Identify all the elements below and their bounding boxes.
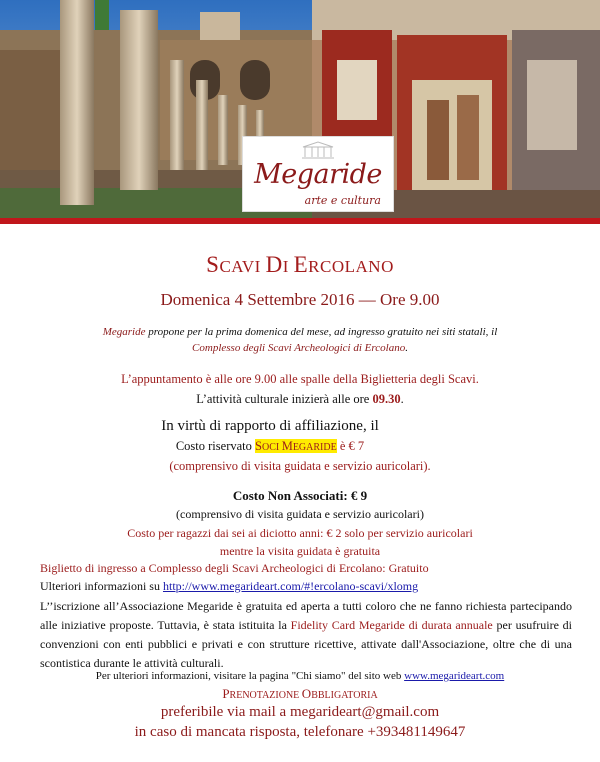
header-banner bbox=[0, 0, 600, 218]
temple-icon bbox=[301, 141, 335, 159]
member-cost-line: Costo riservato SOCI MEGARIDE è € 7 bbox=[175, 439, 365, 453]
start-time-line: L’attività culturale inizierà alle ore 09.30. bbox=[196, 392, 404, 406]
member-cost-note: (comprensivo di visita guidata e servizio auricolari). bbox=[169, 459, 431, 473]
youth-guide-line: mentre la visita guidata è gratuita bbox=[219, 544, 381, 558]
ticket-line: Biglietto di ingresso a Complesso degli Scavi Archeologici di Ercolano: Gratuito bbox=[40, 561, 429, 575]
intro-line-1: Megaride propone per la prima domenica del mese, ad ingresso gratuito nei siti statali, il bbox=[102, 326, 498, 338]
youth-cost-line: Costo per ragazzi dai sei ai diciotto anni: € 2 solo per servizio auricolari bbox=[127, 526, 473, 540]
membership-paragraph: L’’iscrizione all’Associazione Megaride è gratuita ed aperta a tutti coloro che ne fanno richiesta partecipando alle iniziative proposte. Tuttavia, è stata istituita la Fidelity Card Megaride di durata annuale per usufruire di convenzioni con enti pubblici e privati e con strutture ricettive, attivate dall'Associazione, oltre che di una scontistica durante le attività culturali. bbox=[40, 599, 572, 670]
non-member-heading: Costo Non Associati: € 9 bbox=[232, 488, 368, 503]
divider bbox=[0, 218, 600, 224]
page-title: SCAVI DI ERCOLANO bbox=[206, 252, 394, 277]
logo-tagline: arte e cultura bbox=[304, 194, 381, 207]
info-link[interactable]: http://www.megarideart.com/#!ercolano-scavi/xlomg bbox=[162, 579, 419, 593]
info-line: Ulteriori informazioni su http://www.megarideart.com/#!ercolano-scavi/xlomg bbox=[40, 579, 419, 593]
non-member-note: (comprensivo di visita guidata e servizio auricolari) bbox=[176, 507, 424, 521]
more-info-line: Per ulteriori informazioni, visitare la pagina "Chi siamo" del sito web www.megarideart.com bbox=[95, 670, 505, 682]
appointment-line: L’appuntamento è alle ore 9.00 alle spalle della Biglietteria degli Scavi. bbox=[121, 372, 479, 386]
member-highlight: SOCI MEGARIDE bbox=[255, 439, 337, 453]
megaride-logo bbox=[242, 136, 394, 212]
logo-name: Megaride bbox=[254, 159, 382, 190]
event-date: Domenica 4 Settembre 2016 — Ore 9.00 bbox=[160, 290, 440, 309]
affiliation-line: In virtù di rapporto di affiliazione, il bbox=[161, 418, 379, 434]
email-line: preferibile via mail a megarideart@gmail.com bbox=[160, 704, 440, 720]
intro-line-2: Complesso degli Scavi Archeologici di Ercolano. bbox=[192, 342, 408, 354]
phone-line: in caso di mancata risposta, telefonare +393481149647 bbox=[134, 724, 466, 740]
booking-required: PRENOTAZIONE OBBLIGATORIA bbox=[222, 686, 378, 701]
website-link[interactable]: www.megarideart.com bbox=[404, 670, 505, 682]
